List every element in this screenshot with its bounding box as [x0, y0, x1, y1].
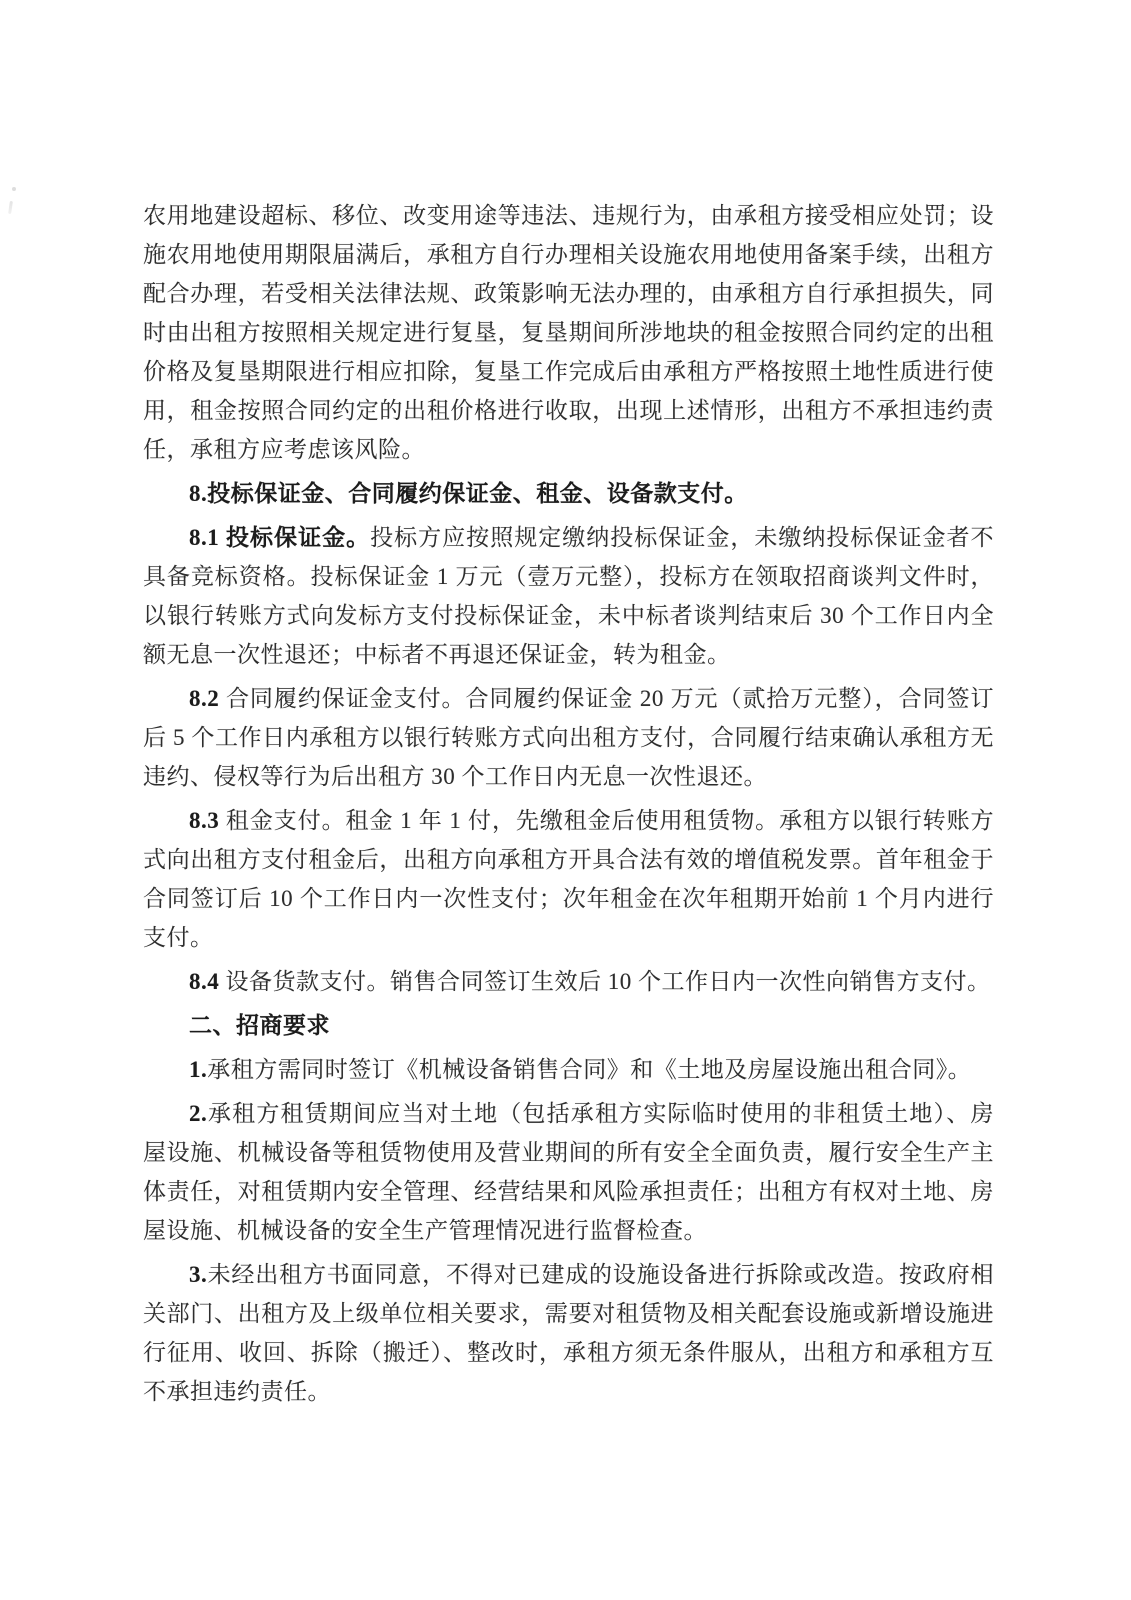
- paragraph-8-3: [143, 801, 994, 957]
- paragraph-req-1: [143, 1050, 994, 1089]
- paragraph-8-1: [143, 518, 994, 674]
- paragraph-8-2-label: 8.2: [189, 686, 220, 711]
- paragraph-8-1-text: 投标方应按照规定缴纳投标保证金，未缴纳投标保证金者不具备竞标资格。投标保证金 1 万元（壹万元整），投标方在领取招商谈判文件时，以银行转账方式向发标方支付投标保证金，未中标者谈判结束后 30 个工作日内全额无息一次性退还；中标者不再退还保证金，转为租金。: [143, 525, 994, 667]
- paragraph-continued-clause-text: 农用地建设超标、移位、改变用途等违法、违规行为，由承租方接受相应处罚；设施农用地使用期限届满后，承租方自行办理相关设施农用地使用备案手续，出租方配合办理，若受相关法律法规、政策影响无法办理的，由承租方自行承担损失，同时由出租方按照相关规定进行复垦，复垦期间所涉地块的租金按照合同约定的出租价格及复垦期限进行相应扣除，复垦工作完成后由承租方严格按照土地性质进行使用，租金按照合同约定的出租价格进行收取，出现上述情形，出租方不承担违约责任，承租方应考虑该风险。: [143, 203, 994, 462]
- paragraph-8-4-label: 8.4: [189, 969, 220, 994]
- paragraph-8-1-label: 8.1 投标保证金。: [189, 525, 371, 550]
- paragraph-req-2-text: 承租方租赁期间应当对土地（包括承租方实际临时使用的非租赁土地）、房屋设施、机械设备等租赁物使用及营业期间的所有安全全面负责，履行安全生产主体责任，对租赁期内安全管理、经营结果和风险承担责任；出租方有权对土地、房屋设施、机械设备的安全生产管理情况进行监督检查。: [143, 1101, 994, 1243]
- heading-section-8: [143, 474, 994, 513]
- heading-section-8-label: 8.投标保证金、合同履约保证金、租金、设备款支付。: [189, 481, 748, 506]
- scan-speck-icon: [12, 187, 16, 191]
- paragraph-req-3-label: 3.: [189, 1262, 208, 1287]
- paragraph-req-1-text: 承租方需同时签订《机械设备销售合同》和《土地及房屋设施出租合同》。: [207, 1057, 972, 1082]
- paragraph-8-4: [143, 962, 994, 1001]
- heading-section-2: [143, 1006, 994, 1045]
- heading-section-2-label: 二、招商要求: [189, 1013, 330, 1038]
- paragraph-req-3: [143, 1255, 994, 1411]
- paragraph-req-2: [143, 1094, 994, 1250]
- paragraph-req-3-text: 未经出租方书面同意，不得对已建成的设施设备进行拆除或改造。按政府相关部门、出租方及上级单位相关要求，需要对租赁物及相关配套设施或新增设施进行征用、收回、拆除（搬迁）、整改时，承租方须无条件服从，出租方和承租方互不承担违约责任。: [143, 1262, 994, 1404]
- paragraph-8-4-text: 设备货款支付。销售合同签订生效后 10 个工作日内一次性向销售方支付。: [219, 969, 991, 994]
- paragraph-8-3-text: 租金支付。租金 1 年 1 付，先缴租金后使用租赁物。承租方以银行转账方式向出租方支付租金后，出租方向承租方开具合法有效的增值税发票。首年租金于合同签订后 10 个工作日内一次性支付；次年租金在次年租期开始前 1 个月内进行支付。: [143, 808, 994, 950]
- paragraph-8-2: [143, 679, 994, 796]
- document-body: [143, 196, 994, 1411]
- scan-streak-icon: [8, 201, 13, 214]
- paragraph-req-1-label: 1.: [189, 1057, 208, 1082]
- paragraph-req-2-label: 2.: [189, 1101, 208, 1126]
- paragraph-8-2-text: 合同履约保证金支付。合同履约保证金 20 万元（贰拾万元整），合同签订后 5 个工作日内承租方以银行转账方式向出租方支付，合同履行结束确认承租方无违约、侵权等行为后出租方 30 个工作日内无息一次性退还。: [143, 686, 994, 789]
- scan-artifact: [9, 187, 17, 215]
- paragraph-8-3-label: 8.3: [189, 808, 220, 833]
- paragraph-continued-clause: [143, 196, 994, 469]
